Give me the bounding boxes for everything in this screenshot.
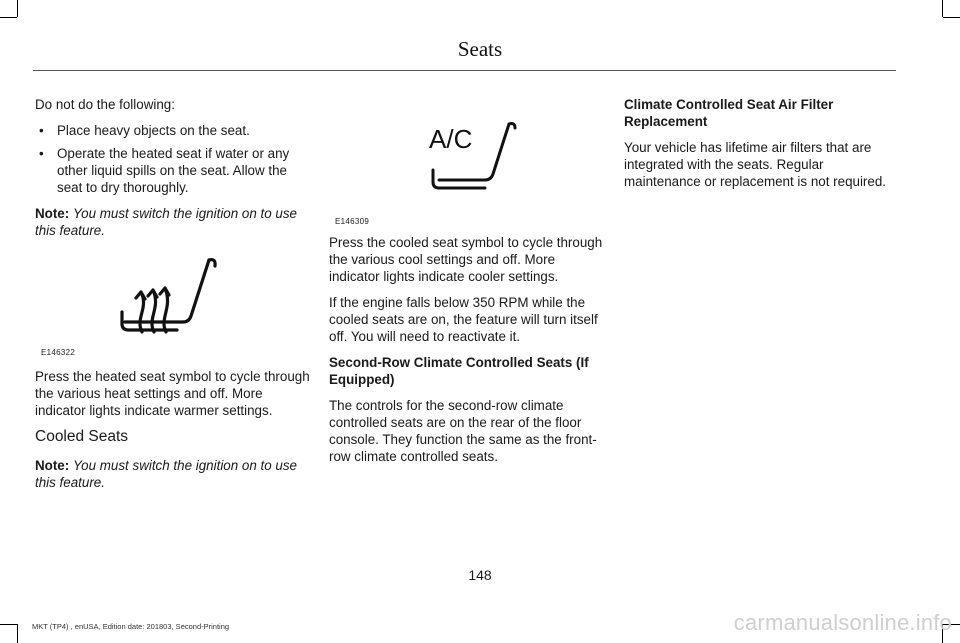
ac-label: A/C: [429, 124, 473, 154]
warning-list: [35, 122, 310, 196]
column-left: [35, 96, 310, 500]
crop-mark: [0, 17, 17, 18]
cooled-seat-figure: [329, 106, 604, 234]
figure-code: E146322: [41, 348, 76, 357]
crop-mark: [943, 17, 960, 18]
crop-mark: [942, 0, 943, 17]
bullet-icon: •: [39, 146, 44, 161]
crop-mark: [17, 0, 18, 17]
watermark: carmanualsonline.info: [733, 610, 952, 635]
edition-footer: MKT (TP4) , enUSA, Edition date: 201803, Second-Printing: [32, 622, 230, 631]
list-item: • Place heavy objects on the seat.: [39, 123, 250, 138]
intro-text: Do not do the following:: [35, 97, 175, 112]
cooled-seat-icon: [425, 118, 535, 208]
column-right: [624, 96, 896, 199]
air-filter-info: Your vehicle has lifetime air filters that are integrated with the seats. Regular maintenance or replacement is not required.: [624, 140, 887, 189]
crop-mark: [0, 624, 17, 625]
page-title: Seats: [457, 37, 503, 61]
header-divider: [33, 70, 896, 71]
note: Note: You must switch the ignition on to use this feature.: [35, 458, 298, 490]
section-heading-second-row: Second-Row Climate Controlled Seats (If Equipped): [329, 355, 589, 387]
heated-seat-icon: [117, 254, 237, 344]
section-heading-cooled-seats: Cooled Seats: [35, 428, 129, 445]
rpm-info: If the engine falls below 350 RPM while the cooled seats are on, the feature will turn itself off. You will need to reactivate it.: [329, 295, 598, 344]
note: Note: You must switch the ignition on to use this feature.: [35, 206, 298, 238]
heated-seat-figure: [35, 248, 310, 358]
column-middle: [329, 106, 604, 474]
heat-instructions: Press the heated seat symbol to cycle through the various heat settings and off. More indicator lights indicate warmer settings.: [35, 369, 310, 418]
section-heading-air-filter: Climate Controlled Seat Air Filter Replacement: [624, 97, 834, 129]
second-row-info: The controls for the second-row climate controlled seats are on the rear of the floor console. They function the same as the front-row climate controlled seats.: [329, 398, 597, 464]
bullet-icon: •: [39, 123, 44, 138]
list-item: • Operate the heated seat if water or any other liquid spills on the seat. Allow the seat to dry thoroughly.: [39, 146, 290, 195]
cool-instructions: Press the cooled seat symbol to cycle through the various cool settings and off. More indicator lights indicate cooler settings.: [329, 235, 603, 284]
crop-mark: [17, 624, 18, 643]
page-number: 148: [468, 567, 492, 583]
figure-code: E146309: [335, 217, 370, 226]
